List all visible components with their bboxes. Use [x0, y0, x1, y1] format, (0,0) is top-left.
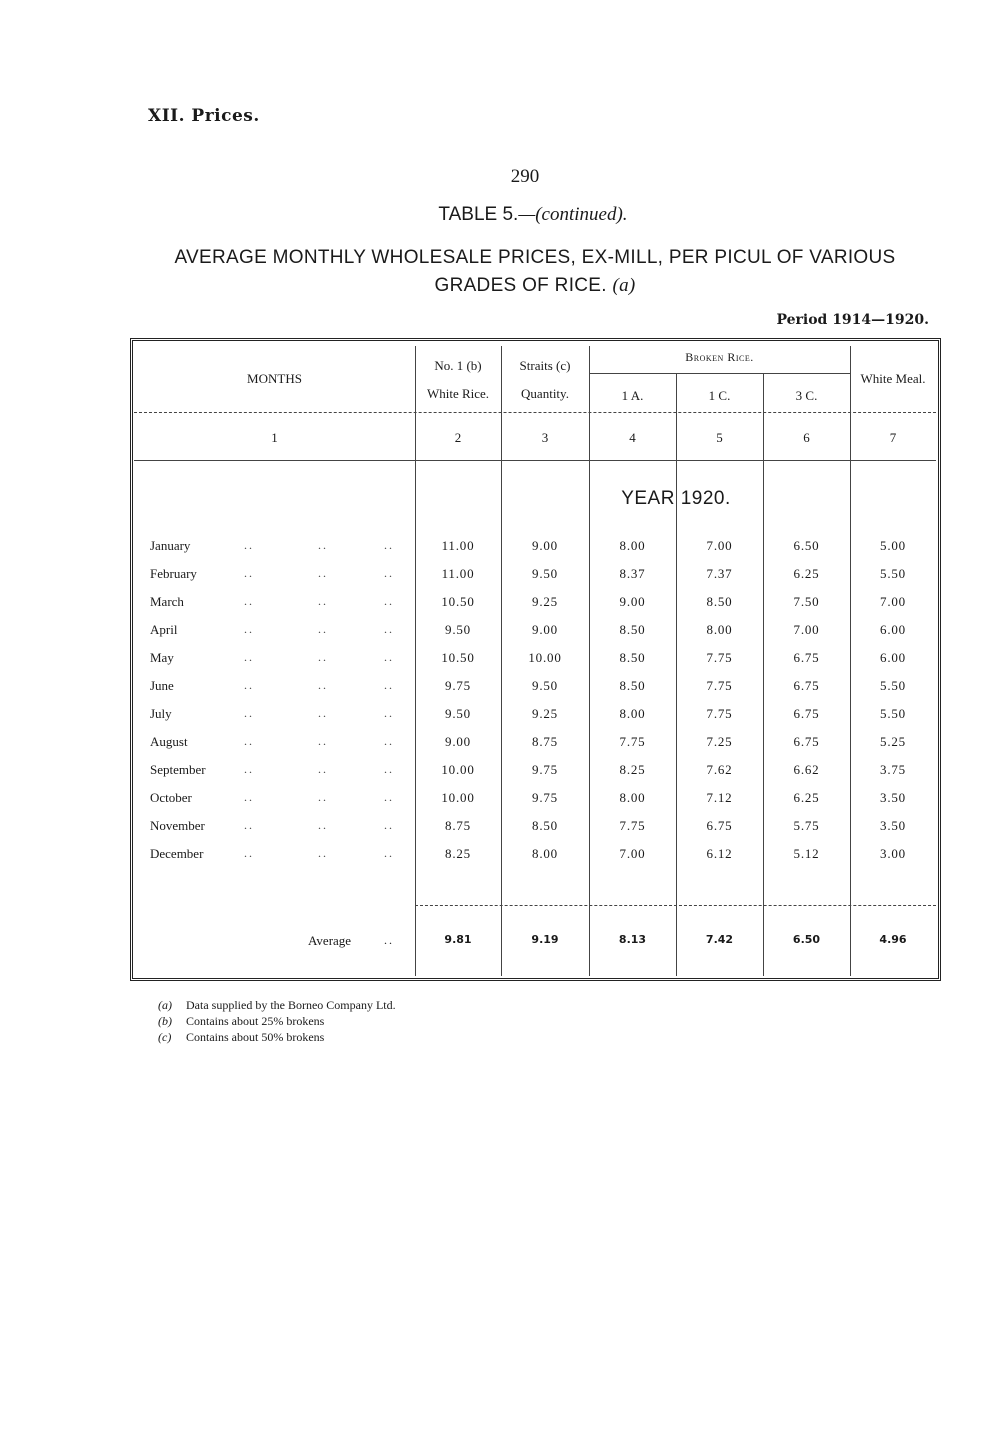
price-cell: 7.37: [706, 566, 733, 581]
price-cell: 7.00: [619, 846, 646, 861]
leader-dot: ..: [384, 650, 394, 664]
price-cell: 6.75: [793, 734, 820, 749]
leader-dot: ..: [244, 538, 254, 552]
price-cell: 7.25: [706, 734, 733, 749]
table-row: [0, 706, 1001, 726]
footnote-text: Contains about 25% brokens: [186, 1014, 325, 1028]
average-rule: [415, 905, 936, 906]
average-value: 9.19: [531, 933, 559, 946]
price-cell: 3.75: [880, 762, 906, 777]
footnote: [158, 997, 396, 1013]
period-label: Period 1914—1920.: [776, 312, 929, 328]
price-cell: 8.00: [532, 846, 558, 861]
price-cell: 10.50: [441, 594, 475, 609]
footnote-mark: (c): [158, 1030, 172, 1044]
column-number: 3: [541, 430, 549, 445]
leader-dot: ..: [318, 566, 328, 580]
price-cell: 3.00: [880, 846, 906, 861]
leader-dot: ..: [244, 706, 254, 720]
price-cell: 6.12: [706, 846, 733, 861]
leader-dot: ..: [318, 650, 328, 664]
month-label: November: [150, 818, 205, 833]
leader-dot: ..: [384, 594, 394, 608]
price-cell: 9.50: [532, 566, 558, 581]
leader-dot: ..: [244, 734, 254, 748]
price-cell: 5.50: [880, 566, 906, 581]
leader-dot: ..: [384, 762, 394, 776]
footnote-text: Contains about 50% brokens: [186, 1030, 325, 1044]
price-cell: 6.00: [880, 650, 906, 665]
leader-dot: ..: [384, 790, 394, 804]
table-row: [0, 594, 1001, 614]
header-straits-line1: Straits (c): [519, 358, 571, 373]
price-cell: 9.25: [532, 706, 558, 721]
price-cell: 5.50: [880, 678, 906, 693]
table-heading: [150, 244, 920, 300]
price-cell: 9.75: [445, 678, 471, 693]
table-row: [0, 678, 1001, 698]
price-cell: 6.75: [793, 706, 820, 721]
price-cell: 7.00: [880, 594, 906, 609]
price-cell: 7.75: [706, 678, 733, 693]
leader-dot: ..: [384, 734, 394, 748]
leader-dot: ..: [384, 818, 394, 832]
price-cell: 8.50: [532, 818, 558, 833]
month-label: October: [150, 790, 192, 805]
price-cell: 7.75: [619, 734, 646, 749]
header-months: MONTHS: [247, 371, 302, 386]
price-cell: 8.75: [532, 734, 558, 749]
leader-dot: ..: [384, 566, 394, 580]
price-cell: 7.00: [706, 538, 733, 553]
leader-dot: ..: [318, 706, 328, 720]
month-label: May: [150, 650, 174, 665]
table-row: [0, 650, 1001, 670]
leader-dot: ..: [318, 622, 328, 636]
table-title-suffix: —(continued).: [518, 204, 628, 225]
price-cell: 6.25: [793, 566, 820, 581]
broken-rice-rule: [589, 373, 850, 374]
leader-dot: ..: [244, 678, 254, 692]
price-cell: 9.50: [532, 678, 558, 693]
price-cell: 7.75: [706, 650, 733, 665]
price-cell: 3.50: [880, 818, 906, 833]
month-label: August: [150, 734, 188, 749]
price-cell: 6.50: [793, 538, 820, 553]
average-value: 7.42: [705, 933, 734, 946]
price-cell: 10.00: [441, 790, 475, 805]
price-cell: 6.00: [880, 622, 906, 637]
table-row: [0, 734, 1001, 754]
price-cell: 9.50: [445, 706, 471, 721]
price-cell: 10.00: [441, 762, 475, 777]
leader-dot: ..: [318, 734, 328, 748]
footnote-mark: (a): [158, 998, 172, 1012]
table-title-main: TABLE 5.: [438, 204, 519, 225]
leader-dot: ..: [384, 706, 394, 720]
footnote-text: Data supplied by the Borneo Company Ltd.: [186, 998, 396, 1012]
heading-footnote-mark: (a): [612, 275, 636, 296]
month-label: February: [150, 566, 197, 581]
month-label: September: [150, 762, 206, 777]
leader-dot: ..: [244, 818, 254, 832]
price-cell: 9.75: [532, 762, 558, 777]
price-cell: 3.50: [880, 790, 906, 805]
header-straits-line2: Quantity.: [521, 386, 569, 401]
price-cell: 7.12: [706, 790, 733, 805]
col-rule: [763, 374, 764, 976]
price-cell: 9.75: [532, 790, 558, 805]
price-cell: 7.00: [793, 622, 820, 637]
leader-dot: ..: [384, 678, 394, 692]
header-no1-line2: White Rice.: [426, 386, 490, 401]
table-row: [0, 538, 1001, 558]
table-row: [0, 622, 1001, 642]
price-cell: 8.25: [619, 762, 646, 777]
price-cell: 6.75: [793, 678, 820, 693]
column-number: 2: [454, 430, 462, 445]
price-cell: 8.25: [445, 846, 471, 861]
price-cell: 9.00: [532, 622, 558, 637]
heading-line-2-text: GRADES OF RICE.: [434, 275, 607, 296]
average-label: Average: [308, 933, 352, 948]
column-number: 7: [889, 430, 897, 445]
price-cell: 9.00: [619, 594, 646, 609]
price-cell: 6.75: [793, 650, 820, 665]
leader-dot: ..: [318, 846, 328, 860]
price-cell: 8.50: [619, 650, 646, 665]
heading-line-2: [150, 272, 920, 300]
price-cell: 8.50: [619, 622, 646, 637]
price-cell: 5.50: [880, 706, 906, 721]
header-broken-rice: Broken Rice.: [685, 350, 754, 364]
table-title: [0, 204, 1001, 226]
price-cell: 6.75: [706, 818, 733, 833]
price-cell: 5.75: [793, 818, 820, 833]
price-cell: 8.37: [619, 566, 646, 581]
leader-dot: ..: [384, 622, 394, 636]
leader-dot: ..: [384, 538, 394, 552]
table-row: [0, 566, 1001, 586]
price-cell: 7.75: [619, 818, 646, 833]
leader-dot: ..: [318, 678, 328, 692]
leader-dot: ..: [318, 790, 328, 804]
leader-dot: ..: [244, 566, 254, 580]
price-cell: 8.75: [445, 818, 471, 833]
price-cell: 8.00: [619, 790, 646, 805]
column-number: 5: [716, 430, 723, 445]
month-label: June: [150, 678, 174, 693]
footnote: [158, 1013, 396, 1029]
table-row: [0, 818, 1001, 838]
col-rule: [676, 374, 677, 976]
header-rule: [134, 412, 936, 413]
header-white-meal: White Meal.: [860, 371, 926, 386]
table-row: [0, 790, 1001, 810]
column-number: 4: [629, 430, 636, 445]
colnum-rule: [134, 460, 936, 461]
header-1a: 1 A.: [621, 388, 644, 403]
leader-dot: ..: [244, 594, 254, 608]
price-cell: 10.50: [441, 650, 475, 665]
leader-dot: ..: [244, 846, 254, 860]
leader-dot: ..: [244, 762, 254, 776]
leader-dot: ..: [244, 622, 254, 636]
table-row: [0, 762, 1001, 782]
price-cell: 8.00: [619, 538, 646, 553]
average-dots: ..: [384, 933, 394, 947]
footnote-mark: (b): [158, 1014, 172, 1028]
price-cell: 8.00: [619, 706, 646, 721]
average-value: 8.13: [618, 933, 647, 946]
table-row: [0, 846, 1001, 866]
leader-dot: ..: [318, 762, 328, 776]
price-cell: 6.62: [793, 762, 820, 777]
column-number: 6: [803, 430, 810, 445]
year-label: YEAR 1920.: [621, 488, 731, 509]
month-label: December: [150, 846, 204, 861]
leader-dot: ..: [384, 846, 394, 860]
month-label: January: [150, 538, 191, 553]
leader-dot: ..: [318, 594, 328, 608]
price-cell: 8.50: [706, 594, 733, 609]
price-cell: 9.00: [445, 734, 471, 749]
price-cell: 11.00: [441, 538, 475, 553]
price-cell: 10.00: [528, 650, 562, 665]
footnote: [158, 1029, 396, 1045]
price-cell: 8.50: [619, 678, 646, 693]
header-3c: 3 C.: [795, 388, 818, 403]
price-cell: 11.00: [441, 566, 475, 581]
average-value: 6.50: [792, 933, 821, 946]
heading-line-1: AVERAGE MONTHLY WHOLESALE PRICES, EX-MILL, PER PICUL OF VARIOUS: [174, 247, 896, 268]
header-1c: 1 C.: [708, 388, 731, 403]
price-cell: 5.25: [880, 734, 906, 749]
column-number: 1: [271, 430, 278, 445]
header-no1-line1: No. 1 (b): [434, 358, 482, 373]
average-value: 4.96: [879, 933, 907, 946]
price-cell: 9.50: [445, 622, 471, 637]
leader-dot: ..: [244, 650, 254, 664]
month-label: April: [150, 622, 178, 637]
price-cell: 7.62: [706, 762, 733, 777]
leader-dot: ..: [244, 790, 254, 804]
month-label: March: [150, 594, 184, 609]
average-value: 9.81: [444, 933, 472, 946]
price-cell: 8.00: [706, 622, 733, 637]
price-cell: 9.25: [532, 594, 558, 609]
price-cell: 6.25: [793, 790, 820, 805]
price-cell: 5.00: [880, 538, 906, 553]
page-number: 290: [510, 166, 540, 187]
leader-dot: ..: [318, 538, 328, 552]
section-heading: XII. Prices.: [148, 106, 260, 126]
price-cell: 7.50: [793, 594, 820, 609]
leader-dot: ..: [318, 818, 328, 832]
price-cell: 7.75: [706, 706, 733, 721]
footnotes: [158, 997, 396, 1045]
price-cell: 5.12: [793, 846, 820, 861]
month-label: July: [150, 706, 172, 721]
price-cell: 9.00: [532, 538, 558, 553]
